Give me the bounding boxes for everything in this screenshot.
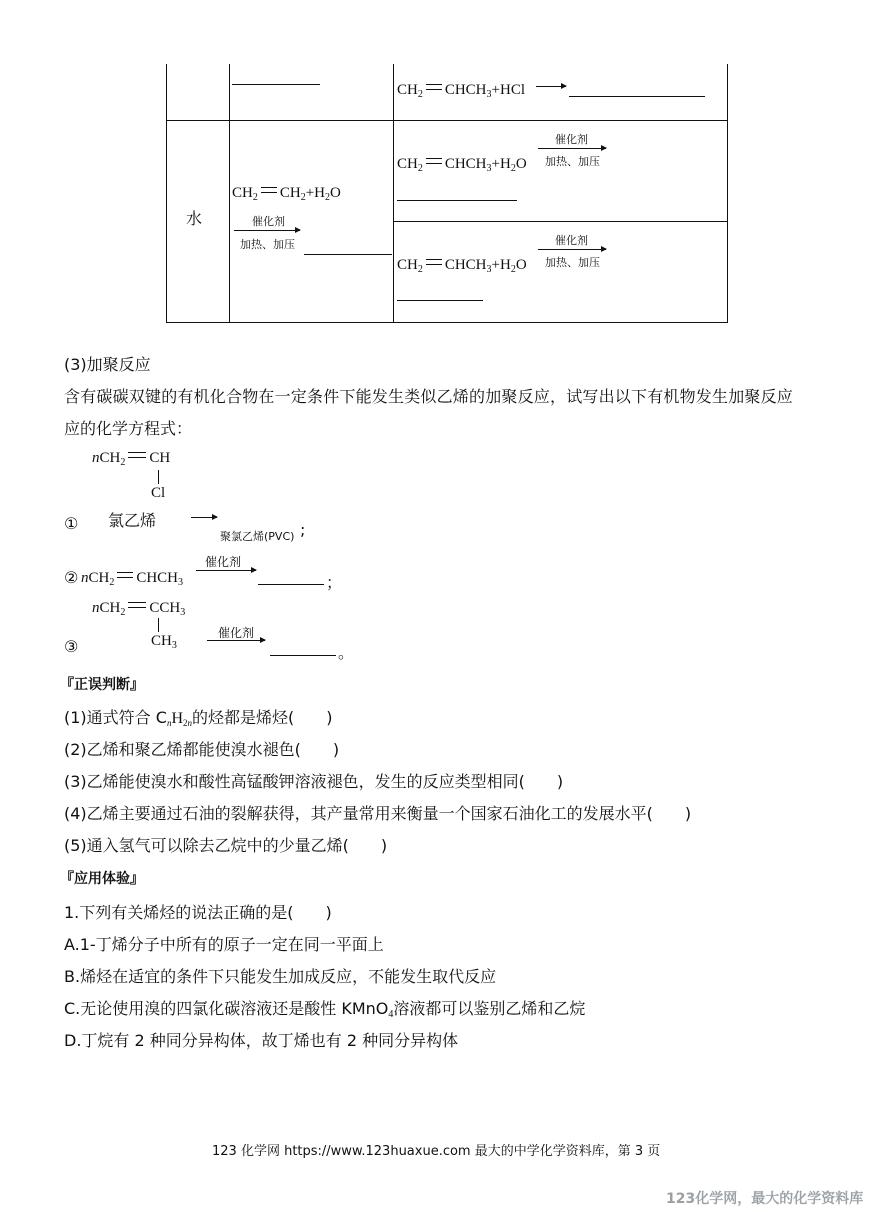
punctuation: 。 [338,643,355,662]
table-divider-2 [393,64,394,323]
equation-propene-water-2: $CH_2$ $CHCH_3+H_2O$ [397,257,527,275]
answer-blank [232,72,320,85]
bond-line [158,618,159,632]
item-number: ① [64,514,79,533]
catalyst-label: 催化剂 [205,555,242,569]
compound-name: 氯乙烯 [108,511,157,530]
answer-blank [270,643,336,656]
punctuation: ; [300,520,306,539]
equation-propene-hcl: $CH_2$ $CHCH_3+HCl$ [397,82,525,100]
product-name: 聚氯乙烯(PVC) [220,530,295,543]
catalyst-label: 催化剂 [555,133,588,146]
apply-heading: 『应用体验』 [60,871,144,887]
equation-propene-water-1: $CH_2$ $CHCH_3+H_2O$ [397,156,527,174]
judge-item-5: (5)通入氢气可以除去乙烷中的少量乙烯( ) [64,836,388,855]
punctuation: ； [326,573,343,592]
option-a: A.1-丁烯分子中所有的原子一定在同一平面上 [64,935,384,954]
reagent-water-label: 水 [186,209,203,228]
section-paragraph-line1: 含有碳碳双键的有机化合物在一定条件下能发生类似乙烯的加聚反应，试写出以下有机物发生加聚反应 [64,387,794,406]
formula-methylpropene: nCH$_2$ $CCH_3$ [92,600,186,618]
answer-blank [397,288,483,301]
judge-heading: 『正误判断』 [60,677,144,693]
reaction-arrow [538,249,606,250]
formula-methyl: $CH_3$ [151,633,177,651]
bond-line [158,470,159,484]
answer-blank [304,242,392,255]
condition-label: 加热、加压 [545,155,600,168]
answer-blank [397,188,517,201]
question-stem: 1.下列有关烯烃的说法正确的是( ) [64,903,332,922]
formula-propene: nCH$_2$ $CHCH_3$ [81,570,184,588]
reaction-arrow [538,148,606,149]
option-d: D.丁烷有 2 种同分异构体，故丁烯也有 2 种同分异构体 [64,1031,459,1050]
watermark: 123化学网，最大的化学资料库 [666,1191,864,1207]
answer-blank [569,84,705,97]
page-footer: 123 化学网 https://www.123huaxue.com 最大的中学化学资料库，第 3 页 [212,1144,661,1159]
item-number: ③ [64,637,79,656]
catalyst-label: 催化剂 [252,215,285,228]
equation-ethene-water: $CH_2$ $CH_2+H_2O$ [232,185,341,203]
reaction-arrow [234,230,300,231]
reaction-arrow [207,640,265,641]
item-number: ② [64,568,79,587]
table-border-left [166,64,167,323]
reaction-arrow [191,517,217,518]
section-paragraph-line2: 应的化学方程式： [64,419,193,438]
reaction-arrow [536,86,566,87]
catalyst-label: 催化剂 [555,234,588,247]
table-border-bottom [166,322,728,323]
formula-chlorine: Cl [151,485,166,501]
table-divider-1 [229,64,230,323]
condition-label: 加热、加压 [545,256,600,269]
table-subrow-divider [393,221,728,222]
judge-item-4: (4)乙烯主要通过石油的裂解获得，其产量常用来衡量一个国家石油化工的发展水平( ) [64,804,692,823]
formula-vinyl-chloride: nCH$_2$ CH [92,450,171,468]
table-row-divider [166,120,728,121]
catalyst-label: 催化剂 [218,626,255,640]
condition-label: 加热、加压 [240,238,295,251]
answer-blank [258,572,324,585]
reaction-arrow [196,570,256,571]
option-b: B.烯烃在适宜的条件下只能发生加成反应，不能发生取代反应 [64,967,497,986]
judge-item-1: (1)通式符合 CnH2n的烃都是烯烃( ) [64,708,333,728]
judge-item-2: (2)乙烯和聚乙烯都能使溴水褪色( ) [64,740,340,759]
option-c: C.无论使用溴的四氯化碳溶液还是酸性 KMnO4溶液都可以鉴别乙烯和乙烷 [64,999,586,1020]
judge-item-3: (3)乙烯能使溴水和酸性高锰酸钾溶液褪色，发生的反应类型相同( ) [64,772,564,791]
section-title: (3)加聚反应 [64,355,151,374]
table-border-right [727,64,728,323]
